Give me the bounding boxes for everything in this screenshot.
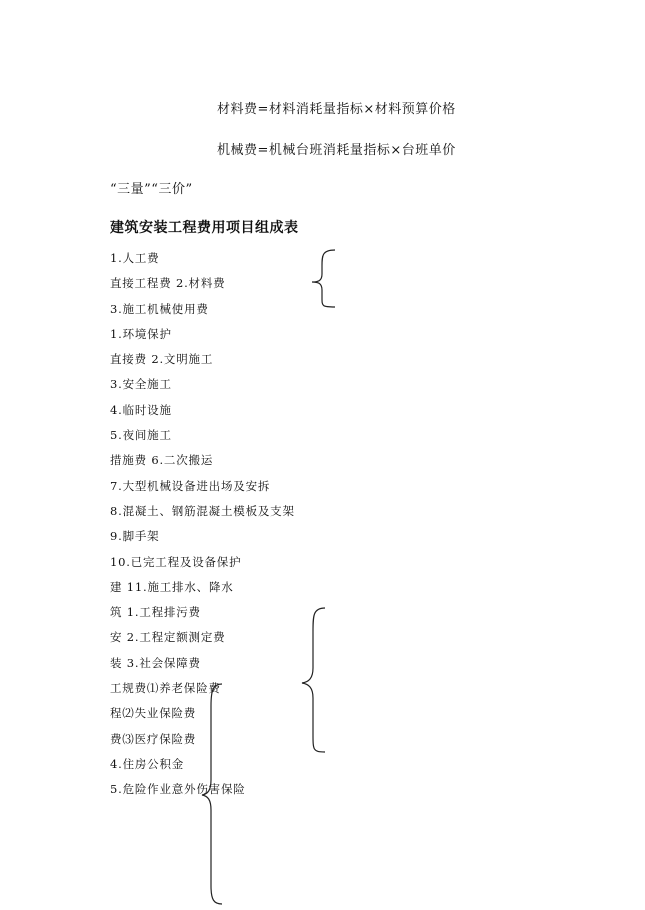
list-item: 装 3.社会保障费 — [110, 655, 201, 670]
list-item: 5.危险作业意外伤害保险 — [110, 782, 246, 797]
list-item: 3.施工机械使用费 — [110, 301, 209, 316]
list-item: 7.大型机械设备进出场及安拆 — [110, 478, 271, 493]
list-item: 筑 1.工程排污费 — [110, 605, 201, 620]
list-item: 安 2.工程定额测定费 — [110, 630, 226, 645]
list-item: 8.混凝土、钢筋混凝土模板及支架 — [110, 503, 295, 518]
brace-fees — [302, 608, 325, 752]
list-item: 9.脚手架 — [110, 529, 160, 544]
list-item: 10.已完工程及设备保护 — [110, 554, 242, 569]
list-item: 1.人工费 — [110, 251, 160, 265]
list-item: 1.环境保护 — [110, 326, 172, 341]
three-quantities-three-prices: “三量”“三价” — [110, 182, 193, 197]
list-item: 5.夜间施工 — [110, 428, 172, 443]
list-item: 工规费⑴养老保险费 — [110, 681, 221, 696]
list-item: 直接费 2.文明施工 — [110, 352, 214, 367]
cost-item-list — [110, 249, 295, 806]
list-item: 程⑵失业保险费 — [110, 706, 197, 721]
machinery-cost-formula: 机械费=机械台班消耗量指标×台班单价 — [217, 143, 456, 158]
list-item: 3.安全施工 — [110, 377, 172, 392]
list-item: 措施费 6.二次搬运 — [110, 453, 214, 468]
list-item: 直接工程费 2.材料费 — [110, 276, 226, 291]
material-cost-formula: 材料费=材料消耗量指标×材料预算价格 — [217, 102, 456, 117]
list-item: 建 11.施工排水、降水 — [110, 579, 234, 594]
list-item: 4.临时设施 — [110, 402, 172, 417]
list-item: 费⑶医疗保险费 — [110, 731, 197, 746]
brace-direct-engineering-cost — [312, 250, 335, 307]
list-item: 4.住房公积金 — [110, 756, 185, 771]
table-heading: 建筑安装工程费用项目组成表 — [110, 220, 299, 236]
